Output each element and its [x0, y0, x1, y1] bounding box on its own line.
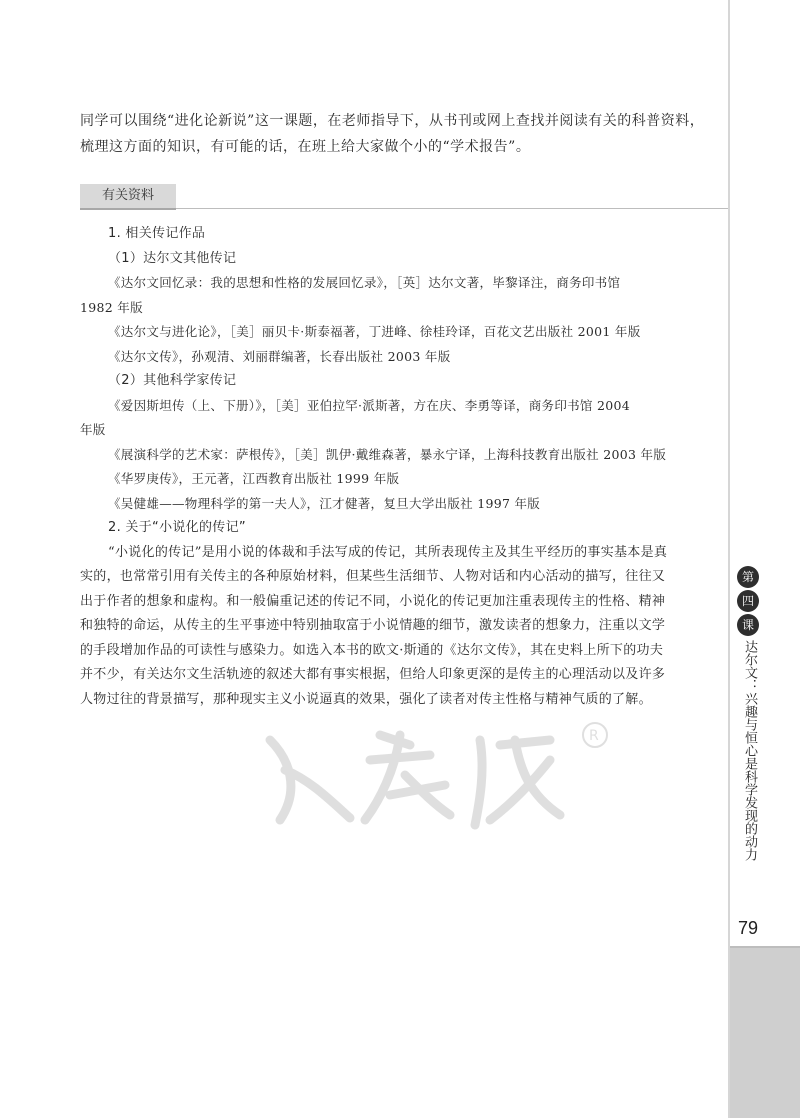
intro-line: 同学可以围绕“进化论新说”这一课题，在老师指导下，从书刊或网上查找并阅读有关的科普资料，	[80, 113, 705, 129]
body-text-line: 人物过往的背景描写，那种现实主义小说逼真的效果，强化了读者对传主性格与精神气质的了解。	[80, 691, 652, 707]
reference-entry-cont: 年版	[80, 422, 106, 437]
chapter-badge	[734, 566, 762, 638]
intro-line: 梳理这方面的知识，有可能的话，在班上给大家做个小的“学术报告”。	[80, 139, 531, 155]
reference-entry: 《达尔文传》，孙观清、刘丽群编著，长春出版社 2003 年版	[108, 348, 451, 364]
reference-entry-cont: 1982 年版	[80, 299, 143, 315]
subheading: 2. 关于“小说化的传记”	[108, 520, 246, 535]
reference-entry: 《吴健雄——物理科学的第一夫人》，江才健著，复旦大学出版社 1997 年版	[108, 495, 541, 511]
running-title: 达尔文：兴趣与恒心是科学发现的动力	[742, 640, 757, 861]
margin-gray-block	[730, 948, 800, 1118]
body-text-line: 和独特的命运，从传主的生平事迹中特别抽取富于小说情趣的细节，激发读者的想象力，注重以文学	[80, 618, 666, 633]
body-text-line: 实的，也常常引用有关传主的各种原始材料，但某些生活细节、人物对话和内心活动的描写，往往又	[80, 569, 666, 584]
body-text-line: 并不少，有关达尔文生活轨迹的叙述大都有事实根据，但给人印象更深的是传主的心理活动以及许多	[80, 667, 666, 682]
subheading: （1）达尔文其他传记	[108, 250, 237, 266]
reference-entry: 《展演科学的艺术家：萨根传》，［美］凯伊·戴维森著，暴永宁译，上海科技教育出版社 2003 年版	[108, 446, 667, 462]
reference-content	[80, 222, 702, 712]
body-text-line: 出于作者的想象和虚构。和一般偏重记述的传记不同，小说化的传记更加注重表现传主的性格、精神	[80, 593, 666, 609]
section-divider	[176, 208, 728, 209]
reference-entry: 《达尔文回忆录：我的思想和性格的发展回忆录》，［英］达尔文著，毕黎译注，商务印书馆	[108, 275, 621, 290]
svg-text:R: R	[589, 728, 599, 744]
chapter-char: 第	[737, 566, 759, 588]
reference-entry: 《华罗庚传》，王元著，江西教育出版社 1999 年版	[108, 471, 400, 486]
subheading: （2）其他科学家传记	[108, 373, 237, 388]
chapter-char: 课	[737, 614, 759, 636]
subheading: 1. 相关传记作品	[108, 226, 206, 241]
page-number: 79	[738, 918, 759, 938]
reference-entry: 《爱因斯坦传（上、下册）》，［美］亚伯拉罕·派斯著，方在庆、李勇等译，商务印书馆 2004	[108, 397, 631, 413]
body-text-line: 的手段增加作品的可读性与感染力。如选入本书的欧文·斯通的《达尔文传》，其在史料上所下的功夫	[80, 642, 664, 658]
chapter-char: 四	[737, 590, 759, 612]
intro-paragraph	[80, 108, 720, 160]
reference-entry: 《达尔文与进化论》，［美］丽贝卡·斯泰福著，丁进峰、徐桂玲译，百花文艺出版社 2001 年版	[108, 324, 641, 339]
section-heading: 有关资料	[80, 184, 176, 210]
body-text-line: “小说化的传记”是用小说的体裁和手法写成的传记，其所表现传主及其生平经历的事实基本是真	[108, 544, 668, 560]
publisher-watermark	[230, 700, 630, 840]
